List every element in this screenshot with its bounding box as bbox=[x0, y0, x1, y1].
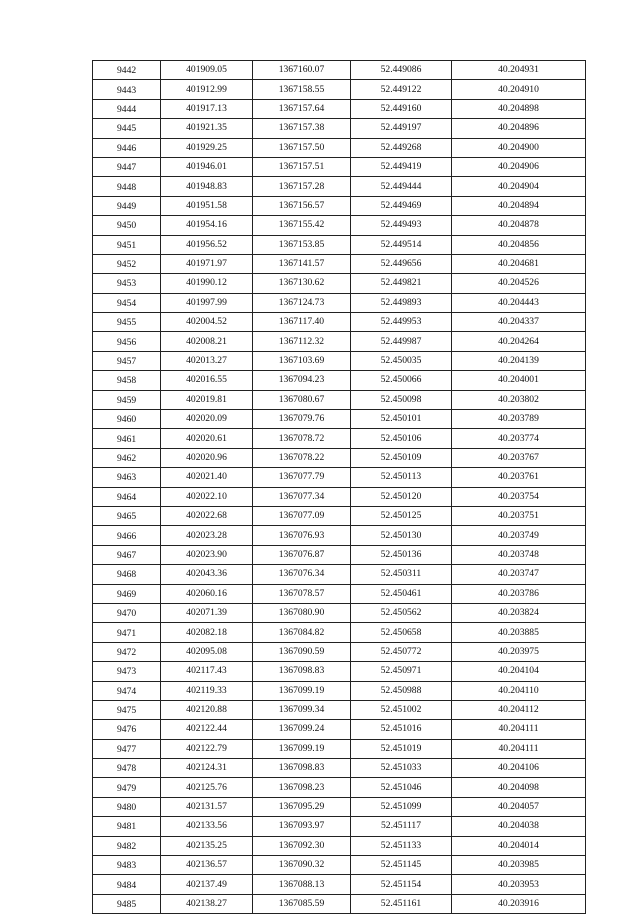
x-coordinate-cell: 402122.44 bbox=[161, 720, 253, 739]
point-number-cell: 9456 bbox=[93, 332, 161, 351]
latitude-cell: 52.450125 bbox=[351, 506, 452, 525]
y-coordinate-cell: 1367093.97 bbox=[253, 817, 351, 836]
y-coordinate-cell: 1367141.57 bbox=[253, 254, 351, 273]
x-coordinate-cell: 401921.35 bbox=[161, 119, 253, 138]
y-coordinate-cell: 1367157.28 bbox=[253, 177, 351, 196]
y-coordinate-cell: 1367079.76 bbox=[253, 410, 351, 429]
table-row bbox=[93, 351, 586, 370]
longitude-cell: 40.203751 bbox=[452, 506, 586, 525]
x-coordinate-cell: 402135.25 bbox=[161, 836, 253, 855]
point-number-cell: 9446 bbox=[93, 138, 161, 157]
table-row bbox=[93, 274, 586, 293]
latitude-cell: 52.450136 bbox=[351, 545, 452, 564]
y-coordinate-cell: 1367156.57 bbox=[253, 196, 351, 215]
x-coordinate-cell: 402117.43 bbox=[161, 662, 253, 681]
point-number-cell: 9476 bbox=[93, 720, 161, 739]
point-number-cell: 9457 bbox=[93, 351, 161, 370]
latitude-cell: 52.450113 bbox=[351, 468, 452, 487]
x-coordinate-cell: 402020.09 bbox=[161, 410, 253, 429]
longitude-cell: 40.204898 bbox=[452, 99, 586, 118]
longitude-cell: 40.204896 bbox=[452, 119, 586, 138]
table-row bbox=[93, 797, 586, 816]
longitude-cell: 40.204112 bbox=[452, 700, 586, 719]
latitude-cell: 52.450658 bbox=[351, 623, 452, 642]
x-coordinate-cell: 402124.31 bbox=[161, 759, 253, 778]
x-coordinate-cell: 402023.28 bbox=[161, 526, 253, 545]
point-number-cell: 9469 bbox=[93, 584, 161, 603]
table-row bbox=[93, 817, 586, 836]
point-number-cell: 9480 bbox=[93, 797, 161, 816]
latitude-cell: 52.451046 bbox=[351, 778, 452, 797]
longitude-cell: 40.204057 bbox=[452, 797, 586, 816]
table-row bbox=[93, 254, 586, 273]
x-coordinate-cell: 402019.81 bbox=[161, 390, 253, 409]
point-number-cell: 9465 bbox=[93, 506, 161, 525]
point-number-cell: 9452 bbox=[93, 254, 161, 273]
table-row bbox=[93, 642, 586, 661]
latitude-cell: 52.451161 bbox=[351, 894, 452, 913]
longitude-cell: 40.203761 bbox=[452, 468, 586, 487]
latitude-cell: 52.451002 bbox=[351, 700, 452, 719]
longitude-cell: 40.203824 bbox=[452, 603, 586, 622]
longitude-cell: 40.203786 bbox=[452, 584, 586, 603]
y-coordinate-cell: 1367099.19 bbox=[253, 739, 351, 758]
latitude-cell: 52.450130 bbox=[351, 526, 452, 545]
y-coordinate-cell: 1367155.42 bbox=[253, 216, 351, 235]
table-row bbox=[93, 681, 586, 700]
longitude-cell: 40.203747 bbox=[452, 565, 586, 584]
longitude-cell: 40.204906 bbox=[452, 157, 586, 176]
y-coordinate-cell: 1367098.83 bbox=[253, 662, 351, 681]
point-number-cell: 9462 bbox=[93, 448, 161, 467]
longitude-cell: 40.204526 bbox=[452, 274, 586, 293]
longitude-cell: 40.203916 bbox=[452, 894, 586, 913]
x-coordinate-cell: 401971.97 bbox=[161, 254, 253, 273]
y-coordinate-cell: 1367080.67 bbox=[253, 390, 351, 409]
y-coordinate-cell: 1367080.90 bbox=[253, 603, 351, 622]
y-coordinate-cell: 1367084.82 bbox=[253, 623, 351, 642]
y-coordinate-cell: 1367095.29 bbox=[253, 797, 351, 816]
longitude-cell: 40.204443 bbox=[452, 293, 586, 312]
y-coordinate-cell: 1367117.40 bbox=[253, 313, 351, 332]
latitude-cell: 52.450035 bbox=[351, 351, 452, 370]
y-coordinate-cell: 1367090.32 bbox=[253, 856, 351, 875]
table-row bbox=[93, 875, 586, 894]
x-coordinate-cell: 402136.57 bbox=[161, 856, 253, 875]
x-coordinate-cell: 402133.56 bbox=[161, 817, 253, 836]
point-number-cell: 9483 bbox=[93, 856, 161, 875]
table-row bbox=[93, 526, 586, 545]
latitude-cell: 52.450066 bbox=[351, 371, 452, 390]
longitude-cell: 40.204111 bbox=[452, 739, 586, 758]
longitude-cell: 40.204264 bbox=[452, 332, 586, 351]
longitude-cell: 40.203749 bbox=[452, 526, 586, 545]
x-coordinate-cell: 401912.99 bbox=[161, 80, 253, 99]
y-coordinate-cell: 1367076.87 bbox=[253, 545, 351, 564]
point-number-cell: 9485 bbox=[93, 894, 161, 913]
longitude-cell: 40.204337 bbox=[452, 313, 586, 332]
point-number-cell: 9466 bbox=[93, 526, 161, 545]
longitude-cell: 40.203985 bbox=[452, 856, 586, 875]
longitude-cell: 40.203748 bbox=[452, 545, 586, 564]
longitude-cell: 40.204878 bbox=[452, 216, 586, 235]
latitude-cell: 52.451154 bbox=[351, 875, 452, 894]
table-row bbox=[93, 856, 586, 875]
y-coordinate-cell: 1367130.62 bbox=[253, 274, 351, 293]
point-number-cell: 9448 bbox=[93, 177, 161, 196]
point-number-cell: 9463 bbox=[93, 468, 161, 487]
y-coordinate-cell: 1367103.69 bbox=[253, 351, 351, 370]
point-number-cell: 9484 bbox=[93, 875, 161, 894]
longitude-cell: 40.204014 bbox=[452, 836, 586, 855]
latitude-cell: 52.451033 bbox=[351, 759, 452, 778]
x-coordinate-cell: 402122.79 bbox=[161, 739, 253, 758]
y-coordinate-cell: 1367099.34 bbox=[253, 700, 351, 719]
point-number-cell: 9468 bbox=[93, 565, 161, 584]
y-coordinate-cell: 1367112.32 bbox=[253, 332, 351, 351]
table-row bbox=[93, 138, 586, 157]
point-number-cell: 9482 bbox=[93, 836, 161, 855]
point-number-cell: 9467 bbox=[93, 545, 161, 564]
longitude-cell: 40.204111 bbox=[452, 720, 586, 739]
y-coordinate-cell: 1367160.07 bbox=[253, 61, 351, 80]
table-row bbox=[93, 565, 586, 584]
y-coordinate-cell: 1367077.34 bbox=[253, 487, 351, 506]
x-coordinate-cell: 402125.76 bbox=[161, 778, 253, 797]
x-coordinate-cell: 401954.16 bbox=[161, 216, 253, 235]
longitude-cell: 40.203774 bbox=[452, 429, 586, 448]
table-row bbox=[93, 371, 586, 390]
x-coordinate-cell: 402095.08 bbox=[161, 642, 253, 661]
y-coordinate-cell: 1367077.09 bbox=[253, 506, 351, 525]
latitude-cell: 52.449444 bbox=[351, 177, 452, 196]
y-coordinate-cell: 1367124.73 bbox=[253, 293, 351, 312]
longitude-cell: 40.203975 bbox=[452, 642, 586, 661]
longitude-cell: 40.204856 bbox=[452, 235, 586, 254]
latitude-cell: 52.451019 bbox=[351, 739, 452, 758]
latitude-cell: 52.450120 bbox=[351, 487, 452, 506]
table-row bbox=[93, 662, 586, 681]
x-coordinate-cell: 402060.16 bbox=[161, 584, 253, 603]
longitude-cell: 40.204038 bbox=[452, 817, 586, 836]
x-coordinate-cell: 401956.52 bbox=[161, 235, 253, 254]
point-number-cell: 9443 bbox=[93, 80, 161, 99]
longitude-cell: 40.204931 bbox=[452, 61, 586, 80]
x-coordinate-cell: 401909.05 bbox=[161, 61, 253, 80]
coordinates-table bbox=[92, 60, 586, 914]
point-number-cell: 9474 bbox=[93, 681, 161, 700]
point-number-cell: 9460 bbox=[93, 410, 161, 429]
latitude-cell: 52.449514 bbox=[351, 235, 452, 254]
x-coordinate-cell: 402023.90 bbox=[161, 545, 253, 564]
longitude-cell: 40.204106 bbox=[452, 759, 586, 778]
latitude-cell: 52.449419 bbox=[351, 157, 452, 176]
x-coordinate-cell: 401951.58 bbox=[161, 196, 253, 215]
longitude-cell: 40.204098 bbox=[452, 778, 586, 797]
point-number-cell: 9464 bbox=[93, 487, 161, 506]
x-coordinate-cell: 402120.88 bbox=[161, 700, 253, 719]
point-number-cell: 9481 bbox=[93, 817, 161, 836]
x-coordinate-cell: 401917.13 bbox=[161, 99, 253, 118]
y-coordinate-cell: 1367076.34 bbox=[253, 565, 351, 584]
y-coordinate-cell: 1367157.64 bbox=[253, 99, 351, 118]
latitude-cell: 52.449953 bbox=[351, 313, 452, 332]
y-coordinate-cell: 1367078.72 bbox=[253, 429, 351, 448]
longitude-cell: 40.203754 bbox=[452, 487, 586, 506]
x-coordinate-cell: 401929.25 bbox=[161, 138, 253, 157]
latitude-cell: 52.449469 bbox=[351, 196, 452, 215]
x-coordinate-cell: 402020.96 bbox=[161, 448, 253, 467]
table-row bbox=[93, 700, 586, 719]
y-coordinate-cell: 1367078.57 bbox=[253, 584, 351, 603]
x-coordinate-cell: 402020.61 bbox=[161, 429, 253, 448]
x-coordinate-cell: 402082.18 bbox=[161, 623, 253, 642]
table-row bbox=[93, 739, 586, 758]
x-coordinate-cell: 401997.99 bbox=[161, 293, 253, 312]
longitude-cell: 40.203885 bbox=[452, 623, 586, 642]
table-row bbox=[93, 603, 586, 622]
longitude-cell: 40.203802 bbox=[452, 390, 586, 409]
latitude-cell: 52.451099 bbox=[351, 797, 452, 816]
point-number-cell: 9471 bbox=[93, 623, 161, 642]
latitude-cell: 52.450109 bbox=[351, 448, 452, 467]
table-row bbox=[93, 80, 586, 99]
x-coordinate-cell: 402138.27 bbox=[161, 894, 253, 913]
latitude-cell: 52.449122 bbox=[351, 80, 452, 99]
y-coordinate-cell: 1367098.23 bbox=[253, 778, 351, 797]
point-number-cell: 9479 bbox=[93, 778, 161, 797]
point-number-cell: 9461 bbox=[93, 429, 161, 448]
y-coordinate-cell: 1367094.23 bbox=[253, 371, 351, 390]
latitude-cell: 52.450971 bbox=[351, 662, 452, 681]
point-number-cell: 9447 bbox=[93, 157, 161, 176]
table-row bbox=[93, 720, 586, 739]
y-coordinate-cell: 1367090.59 bbox=[253, 642, 351, 661]
point-number-cell: 9475 bbox=[93, 700, 161, 719]
latitude-cell: 52.449086 bbox=[351, 61, 452, 80]
longitude-cell: 40.203767 bbox=[452, 448, 586, 467]
table-row bbox=[93, 119, 586, 138]
table-row bbox=[93, 410, 586, 429]
point-number-cell: 9451 bbox=[93, 235, 161, 254]
point-number-cell: 9454 bbox=[93, 293, 161, 312]
point-number-cell: 9445 bbox=[93, 119, 161, 138]
table-row bbox=[93, 332, 586, 351]
table-row bbox=[93, 313, 586, 332]
longitude-cell: 40.204910 bbox=[452, 80, 586, 99]
latitude-cell: 52.451145 bbox=[351, 856, 452, 875]
y-coordinate-cell: 1367098.83 bbox=[253, 759, 351, 778]
table-row bbox=[93, 196, 586, 215]
latitude-cell: 52.451016 bbox=[351, 720, 452, 739]
point-number-cell: 9453 bbox=[93, 274, 161, 293]
y-coordinate-cell: 1367153.85 bbox=[253, 235, 351, 254]
table-row bbox=[93, 759, 586, 778]
y-coordinate-cell: 1367157.38 bbox=[253, 119, 351, 138]
point-number-cell: 9473 bbox=[93, 662, 161, 681]
y-coordinate-cell: 1367088.13 bbox=[253, 875, 351, 894]
y-coordinate-cell: 1367099.19 bbox=[253, 681, 351, 700]
longitude-cell: 40.204904 bbox=[452, 177, 586, 196]
latitude-cell: 52.451117 bbox=[351, 817, 452, 836]
x-coordinate-cell: 402071.39 bbox=[161, 603, 253, 622]
longitude-cell: 40.204110 bbox=[452, 681, 586, 700]
table-row bbox=[93, 448, 586, 467]
longitude-cell: 40.203789 bbox=[452, 410, 586, 429]
latitude-cell: 52.449893 bbox=[351, 293, 452, 312]
latitude-cell: 52.450988 bbox=[351, 681, 452, 700]
latitude-cell: 52.450101 bbox=[351, 410, 452, 429]
table-row bbox=[93, 293, 586, 312]
longitude-cell: 40.204104 bbox=[452, 662, 586, 681]
table-row bbox=[93, 778, 586, 797]
table-row bbox=[93, 506, 586, 525]
latitude-cell: 52.450461 bbox=[351, 584, 452, 603]
table-row bbox=[93, 468, 586, 487]
x-coordinate-cell: 402131.57 bbox=[161, 797, 253, 816]
y-coordinate-cell: 1367092.30 bbox=[253, 836, 351, 855]
table-row bbox=[93, 216, 586, 235]
y-coordinate-cell: 1367078.22 bbox=[253, 448, 351, 467]
x-coordinate-cell: 402137.49 bbox=[161, 875, 253, 894]
y-coordinate-cell: 1367085.59 bbox=[253, 894, 351, 913]
table-row bbox=[93, 623, 586, 642]
table-row bbox=[93, 487, 586, 506]
table-row bbox=[93, 177, 586, 196]
longitude-cell: 40.204894 bbox=[452, 196, 586, 215]
point-number-cell: 9458 bbox=[93, 371, 161, 390]
table-row bbox=[93, 390, 586, 409]
longitude-cell: 40.204139 bbox=[452, 351, 586, 370]
latitude-cell: 52.449987 bbox=[351, 332, 452, 351]
latitude-cell: 52.451133 bbox=[351, 836, 452, 855]
y-coordinate-cell: 1367076.93 bbox=[253, 526, 351, 545]
latitude-cell: 52.449268 bbox=[351, 138, 452, 157]
y-coordinate-cell: 1367077.79 bbox=[253, 468, 351, 487]
y-coordinate-cell: 1367099.24 bbox=[253, 720, 351, 739]
x-coordinate-cell: 401946.01 bbox=[161, 157, 253, 176]
longitude-cell: 40.203953 bbox=[452, 875, 586, 894]
x-coordinate-cell: 401990.12 bbox=[161, 274, 253, 293]
x-coordinate-cell: 402119.33 bbox=[161, 681, 253, 700]
latitude-cell: 52.449160 bbox=[351, 99, 452, 118]
table-row bbox=[93, 584, 586, 603]
latitude-cell: 52.450098 bbox=[351, 390, 452, 409]
x-coordinate-cell: 402004.52 bbox=[161, 313, 253, 332]
x-coordinate-cell: 402043.36 bbox=[161, 565, 253, 584]
point-number-cell: 9444 bbox=[93, 99, 161, 118]
point-number-cell: 9442 bbox=[93, 61, 161, 80]
table-row bbox=[93, 545, 586, 564]
latitude-cell: 52.449197 bbox=[351, 119, 452, 138]
x-coordinate-cell: 401948.83 bbox=[161, 177, 253, 196]
table-body bbox=[93, 61, 586, 914]
latitude-cell: 52.450106 bbox=[351, 429, 452, 448]
table-row bbox=[93, 99, 586, 118]
latitude-cell: 52.450311 bbox=[351, 565, 452, 584]
longitude-cell: 40.204900 bbox=[452, 138, 586, 157]
point-number-cell: 9472 bbox=[93, 642, 161, 661]
x-coordinate-cell: 402008.21 bbox=[161, 332, 253, 351]
point-number-cell: 9449 bbox=[93, 196, 161, 215]
y-coordinate-cell: 1367158.55 bbox=[253, 80, 351, 99]
y-coordinate-cell: 1367157.51 bbox=[253, 157, 351, 176]
table-row bbox=[93, 429, 586, 448]
point-number-cell: 9477 bbox=[93, 739, 161, 758]
latitude-cell: 52.449493 bbox=[351, 216, 452, 235]
table-row bbox=[93, 157, 586, 176]
latitude-cell: 52.450562 bbox=[351, 603, 452, 622]
x-coordinate-cell: 402021.40 bbox=[161, 468, 253, 487]
latitude-cell: 52.450772 bbox=[351, 642, 452, 661]
table-row bbox=[93, 235, 586, 254]
point-number-cell: 9478 bbox=[93, 759, 161, 778]
point-number-cell: 9470 bbox=[93, 603, 161, 622]
longitude-cell: 40.204001 bbox=[452, 371, 586, 390]
table-row bbox=[93, 894, 586, 913]
point-number-cell: 9450 bbox=[93, 216, 161, 235]
y-coordinate-cell: 1367157.50 bbox=[253, 138, 351, 157]
table-row bbox=[93, 836, 586, 855]
point-number-cell: 9455 bbox=[93, 313, 161, 332]
point-number-cell: 9459 bbox=[93, 390, 161, 409]
longitude-cell: 40.204681 bbox=[452, 254, 586, 273]
latitude-cell: 52.449656 bbox=[351, 254, 452, 273]
x-coordinate-cell: 402022.68 bbox=[161, 506, 253, 525]
x-coordinate-cell: 402016.55 bbox=[161, 371, 253, 390]
table-row bbox=[93, 61, 586, 80]
x-coordinate-cell: 402022.10 bbox=[161, 487, 253, 506]
x-coordinate-cell: 402013.27 bbox=[161, 351, 253, 370]
latitude-cell: 52.449821 bbox=[351, 274, 452, 293]
